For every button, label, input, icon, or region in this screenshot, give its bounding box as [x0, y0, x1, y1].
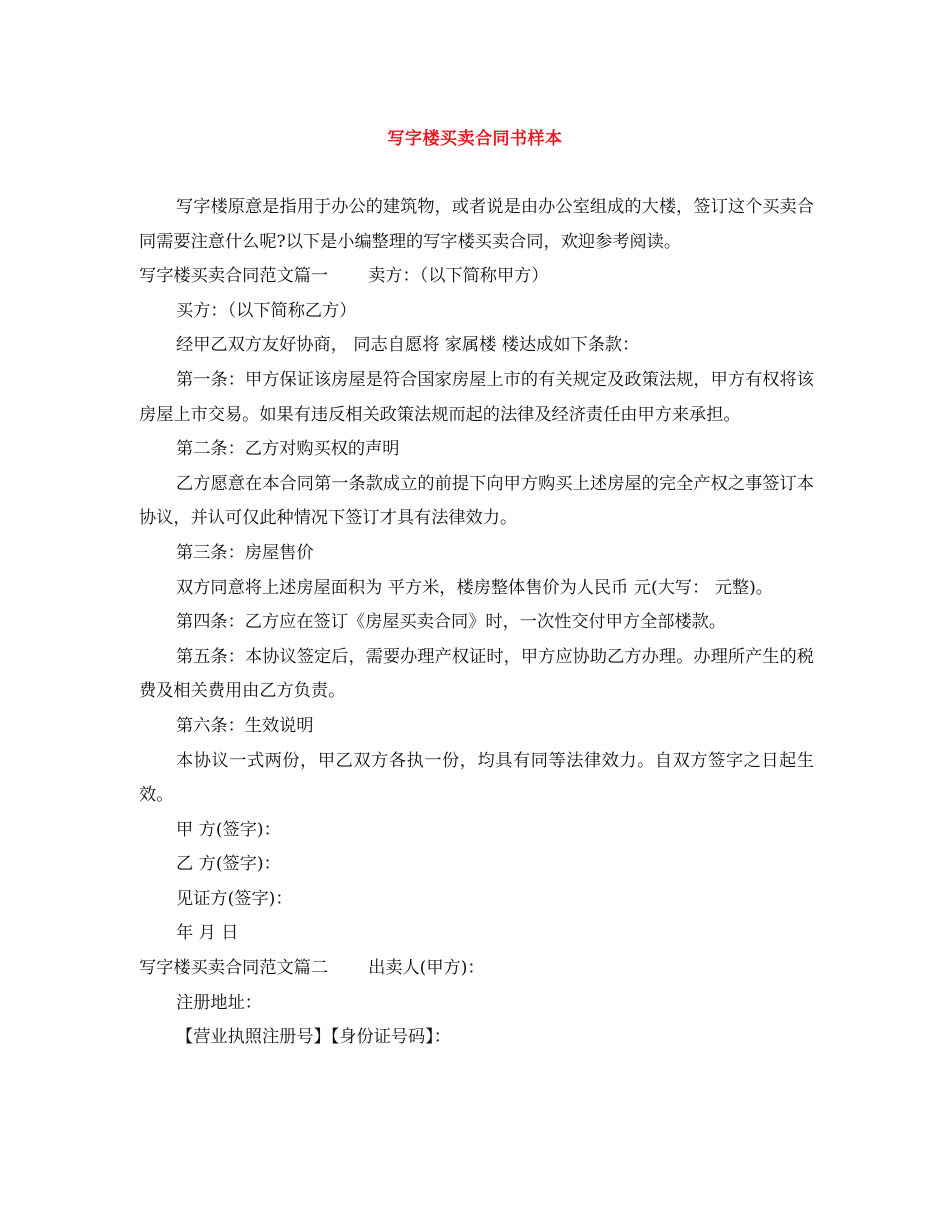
document-body	[139, 190, 814, 1055]
registered-address: 注册地址：	[176, 992, 262, 1013]
article-4: 第四条：乙方应在签订《房屋买卖合同》时，一次性交付甲方全部楼款。	[176, 612, 727, 633]
article-2-title: 第二条：乙方对购买权的声明	[176, 439, 400, 460]
article-3-body: 双方同意将上述房屋面积为 平方米，楼房整体售价为人民币 元(大写： 元整)。	[176, 577, 773, 598]
license-id-line: 【营业执照注册号】【身份证号码】：	[176, 1027, 451, 1048]
intro-paragraph: 写字楼原意是指用于办公的建筑物，或者说是由办公室组成的大楼，签订这个买卖合同需要注意什么呢?以下是小编整理的写字楼买卖合同，欢迎参考阅读。	[139, 197, 814, 252]
section1-heading-line	[139, 259, 814, 294]
section2-heading: 写字楼买卖合同范文篇二	[139, 958, 329, 979]
section2-heading-line	[139, 951, 814, 986]
document-title: 写字楼买卖合同书样本	[387, 129, 563, 149]
signature-party-b: 乙 方(签字)：	[176, 854, 281, 875]
seller-line: 卖方：（以下简称甲方）	[368, 266, 549, 287]
signature-witness: 见证方(签字)：	[176, 888, 293, 909]
article-1: 第一条：甲方保证该房屋是符合国家房屋上市的有关规定及政策法规，甲方有权将该房屋上市交易。如果有违反相关政策法规而起的法律及经济责任由甲方来承担。	[139, 369, 814, 425]
section1-heading: 写字楼买卖合同范文篇一	[139, 266, 329, 287]
agreement-line: 经甲乙双方友好协商， 同志自愿将 家属楼 楼达成如下条款：	[176, 335, 640, 356]
buyer-line: 买方：（以下简称乙方）	[176, 300, 357, 321]
article-6-title: 第六条：生效说明	[176, 715, 314, 736]
article-3-title: 第三条：房屋售价	[176, 542, 314, 563]
article-2-body: 乙方愿意在本合同第一条款成立的前提下向甲方购买上述房屋的完全产权之事签订本协议，并认可仅此种情况下签订才具有法律效力。	[139, 473, 814, 529]
date-line: 年 月 日	[176, 923, 239, 944]
article-6-body: 本协议一式两份，甲乙双方各执一份，均具有同等法律效力。自双方签字之日起生效。	[139, 750, 814, 806]
article-5: 第五条：本协议签定后，需要办理产权证时，甲方应协助乙方办理。办理所产生的税费及相关费用由乙方负责。	[139, 646, 814, 702]
section2-seller: 出卖人(甲方)：	[368, 958, 485, 979]
signature-party-a: 甲 方(签字)：	[176, 819, 281, 840]
